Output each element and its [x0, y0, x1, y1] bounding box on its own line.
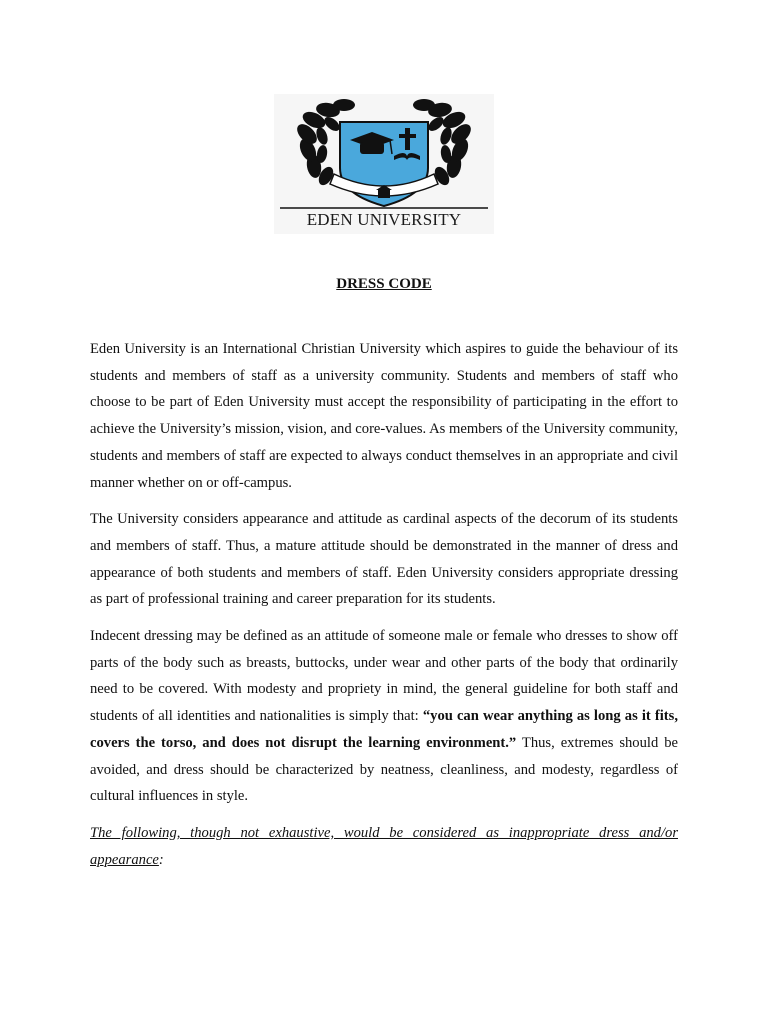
paragraph-indecent-dressing — [90, 623, 678, 810]
page-title: DRESS CODE — [336, 276, 432, 292]
list-intro-text: The following, though not exhaustive, would be considered as inappropriate dress and/or appearance — [90, 824, 678, 868]
university-logo — [274, 94, 494, 234]
list-intro-colon: : — [158, 851, 164, 868]
university-name: EDEN UNIVERSITY — [306, 210, 462, 229]
paragraph-inappropriate-list-intro — [90, 820, 678, 873]
paragraph-appearance: The University considers appearance and attitude as cardinal aspects of the decorum of its students and members of staff. Thus, a mature attitude should be demonstrated in the manner of dress and appearance of both students and members of staff. Eden University considers appropriate dressing as part of professional training and career preparation for its students. — [90, 511, 678, 608]
paragraph-text: Thus, extremes should be avoided, and dress should be characterized by neatness, cleanliness, and modesty, regardless of cultural influences in style. — [90, 734, 678, 805]
document-body — [90, 336, 678, 883]
paragraph-intro: Eden University is an International Christian University which aspires to guide the behaviour of its students and members of staff as a university community. Students and members of staff who choose to be part of Eden University must accept the responsibility of participating in the effort to achieve the University’s mission, vision, and core-values. As members of the University community, students and members of staff are expected to always conduct themselves in an appropriate and civil manner whether on or off-campus. — [90, 341, 678, 491]
paragraph-text: Indecent dressing may be defined as an attitude of someone male or female who dresses to show off parts of the body such as breasts, buttocks, under wear and other parts of the body that ordinarily need to be covered. With modesty and propriety in mind, the general guideline for both staff and students of all identities and nationalities is simply that: — [90, 628, 678, 725]
guideline-quote: “you can wear anything as long as it fits, covers the torso, and does not disrupt the learning environment.” — [90, 708, 678, 751]
